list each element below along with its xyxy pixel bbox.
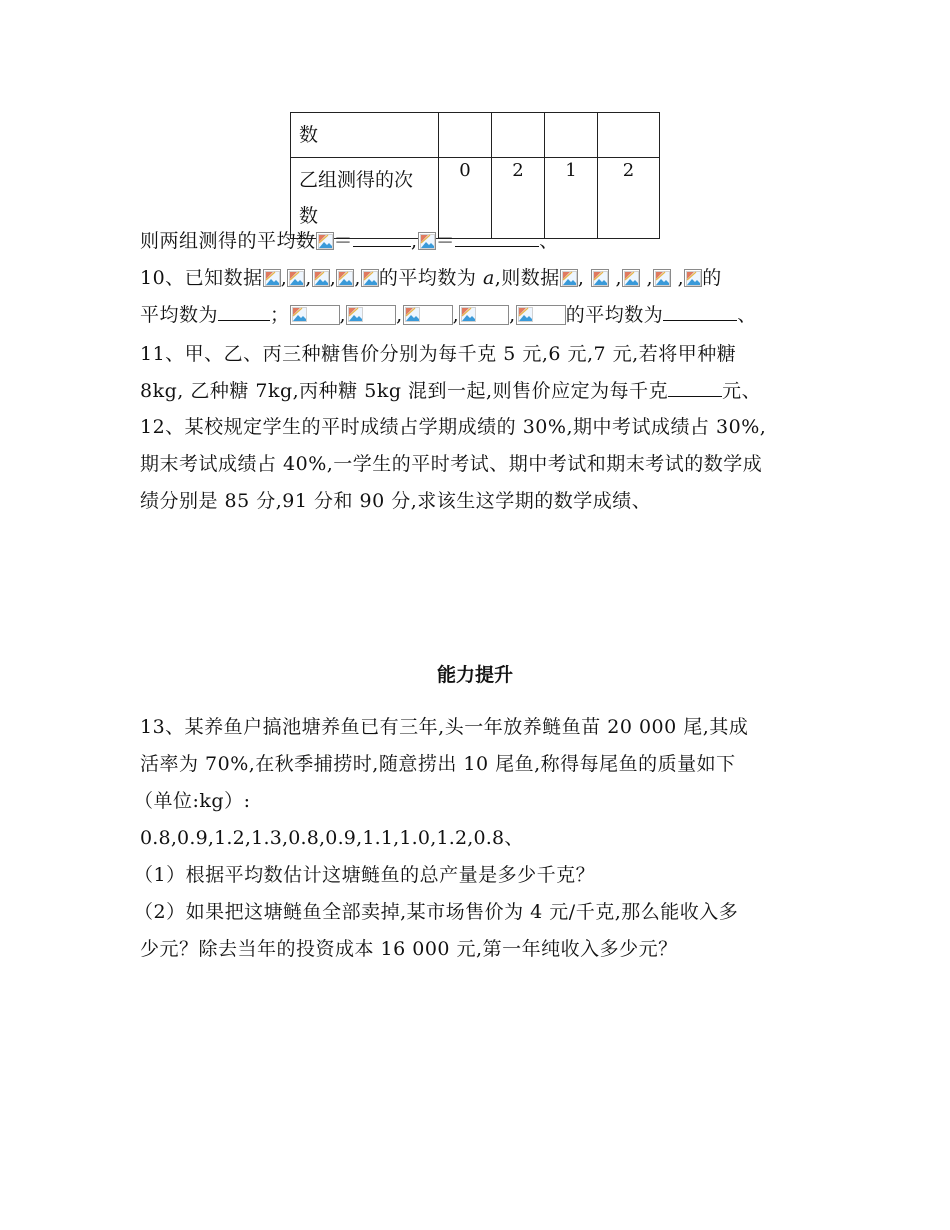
- q10-text: 的平均数为: [378, 267, 477, 289]
- image-placeholder-icon: [459, 305, 509, 325]
- image-placeholder-icon: [418, 232, 436, 250]
- answer-blank: [353, 228, 411, 247]
- image-placeholder-icon: [591, 269, 609, 287]
- image-placeholder-icon: [346, 305, 396, 325]
- q11-text: 元、: [722, 380, 762, 402]
- answer-blank: [663, 302, 737, 321]
- question-13-part-2-line-2: 少元？除去当年的投资成本 16 000 元,第一年纯收入多少元？: [140, 938, 678, 960]
- q10-text: 的: [702, 267, 722, 289]
- q10-sep: ,: [329, 267, 337, 289]
- question-10-line-2: [140, 302, 757, 327]
- table-row: [291, 113, 660, 158]
- table-cell: [545, 113, 598, 158]
- question-12-line-1: 12、某校规定学生的平时成绩占学期成绩的 30%,期中考试成绩占 30%,: [140, 416, 767, 438]
- q10-sep: ,: [280, 267, 288, 289]
- question-10-line-1: [140, 266, 722, 290]
- table-cell: [492, 113, 545, 158]
- q10-text: ；: [270, 304, 290, 326]
- q10-sep: ,: [615, 267, 622, 289]
- image-placeholder-icon: [336, 269, 354, 287]
- table-cell: 0: [439, 158, 492, 239]
- question-11-line-2: [140, 378, 761, 403]
- image-placeholder-icon: [361, 269, 379, 287]
- q9-sep: ,: [411, 230, 418, 252]
- question-13-line-2: 活率为 70%,在秋季捕捞时,随意捞出 10 尾鱼,称得每尾鱼的质量如下: [140, 753, 736, 775]
- image-placeholder-icon: [516, 305, 566, 325]
- table-cell-label: 数: [291, 113, 439, 158]
- q10-text: 10、已知数据: [140, 267, 263, 289]
- q10-sep: ,: [452, 304, 460, 326]
- answer-blank: [218, 302, 270, 321]
- image-placeholder-icon: [684, 269, 702, 287]
- question-12-line-2: 期末考试成绩占 40%,一学生的平时考试、期中考试和期末考试的数学成: [140, 453, 763, 475]
- q9-end: 、: [539, 230, 559, 252]
- q10-sep: ,: [354, 267, 361, 289]
- image-placeholder-icon: [290, 305, 340, 325]
- question-13-line-3: （单位:kg）:: [134, 790, 251, 812]
- question-13-part-2-line-1: （2）如果把这塘鲢鱼全部卖掉,某市场售价为 4 元/千克,那么能收入多: [134, 901, 739, 923]
- q10-sep: ,: [509, 304, 516, 326]
- question-13-line-1: 13、某养鱼户搞池塘养鱼已有三年,头一年放养鲢鱼苗 20 000 尾,其成: [140, 716, 749, 738]
- table-cell: [598, 113, 660, 158]
- q9-eq: ＝: [333, 230, 354, 252]
- question-9-line: [140, 228, 559, 253]
- table-cell: 2: [598, 158, 660, 239]
- q10-text: 平均数为: [140, 304, 219, 326]
- image-placeholder-icon: [403, 305, 453, 325]
- q10-text: ,则数据: [494, 267, 560, 289]
- q10-sep: ,: [577, 267, 585, 289]
- image-placeholder-icon: [263, 269, 281, 287]
- image-placeholder-icon: [287, 269, 305, 287]
- q10-variable: a: [482, 267, 495, 289]
- image-placeholder-icon: [316, 232, 334, 250]
- table-cell: 1: [545, 158, 598, 239]
- question-13-part-1: （1）根据平均数估计这塘鲢鱼的总产量是多少千克？: [134, 864, 596, 886]
- question-12-line-3: 绩分别是 85 分,91 分和 90 分,求该生这学期的数学成绩、: [140, 490, 652, 512]
- q10-text: 、: [737, 304, 757, 326]
- image-placeholder-icon: [622, 269, 640, 287]
- q10-sep: ,: [396, 304, 403, 326]
- section-title: 能力提升: [436, 664, 513, 686]
- image-placeholder-icon: [653, 269, 671, 287]
- table-cell: 2: [492, 158, 545, 239]
- image-placeholder-icon: [560, 269, 578, 287]
- table-cell: [439, 113, 492, 158]
- image-placeholder-icon: [312, 269, 330, 287]
- q10-sep: ,: [305, 267, 312, 289]
- q10-sep: ,: [339, 304, 347, 326]
- q10-text: 的平均数为: [565, 304, 664, 326]
- q10-sep: ,: [677, 267, 685, 289]
- q10-sep: ,: [646, 267, 654, 289]
- q9-prefix: 则两组测得的平均数: [140, 230, 316, 252]
- table-row: [291, 158, 660, 239]
- question-11-line-1: 11、甲、乙、丙三种糖售价分别为每千克 5 元,6 元,7 元,若将甲种糖: [140, 343, 737, 365]
- answer-blank: [455, 228, 539, 247]
- table-cell-label: 乙组测得的次数: [291, 158, 439, 239]
- q11-text: 8kg, 乙种糖 7kg,丙种糖 5kg 混到一起,则售价应定为每千克: [140, 380, 669, 402]
- q9-eq: ＝: [435, 230, 456, 252]
- data-table: [290, 112, 660, 239]
- answer-blank: [668, 378, 722, 397]
- question-13-data: 0.8,0.9,1.2,1.3,0.8,0.9,1.1,1.0,1.2,0.8、: [140, 827, 524, 849]
